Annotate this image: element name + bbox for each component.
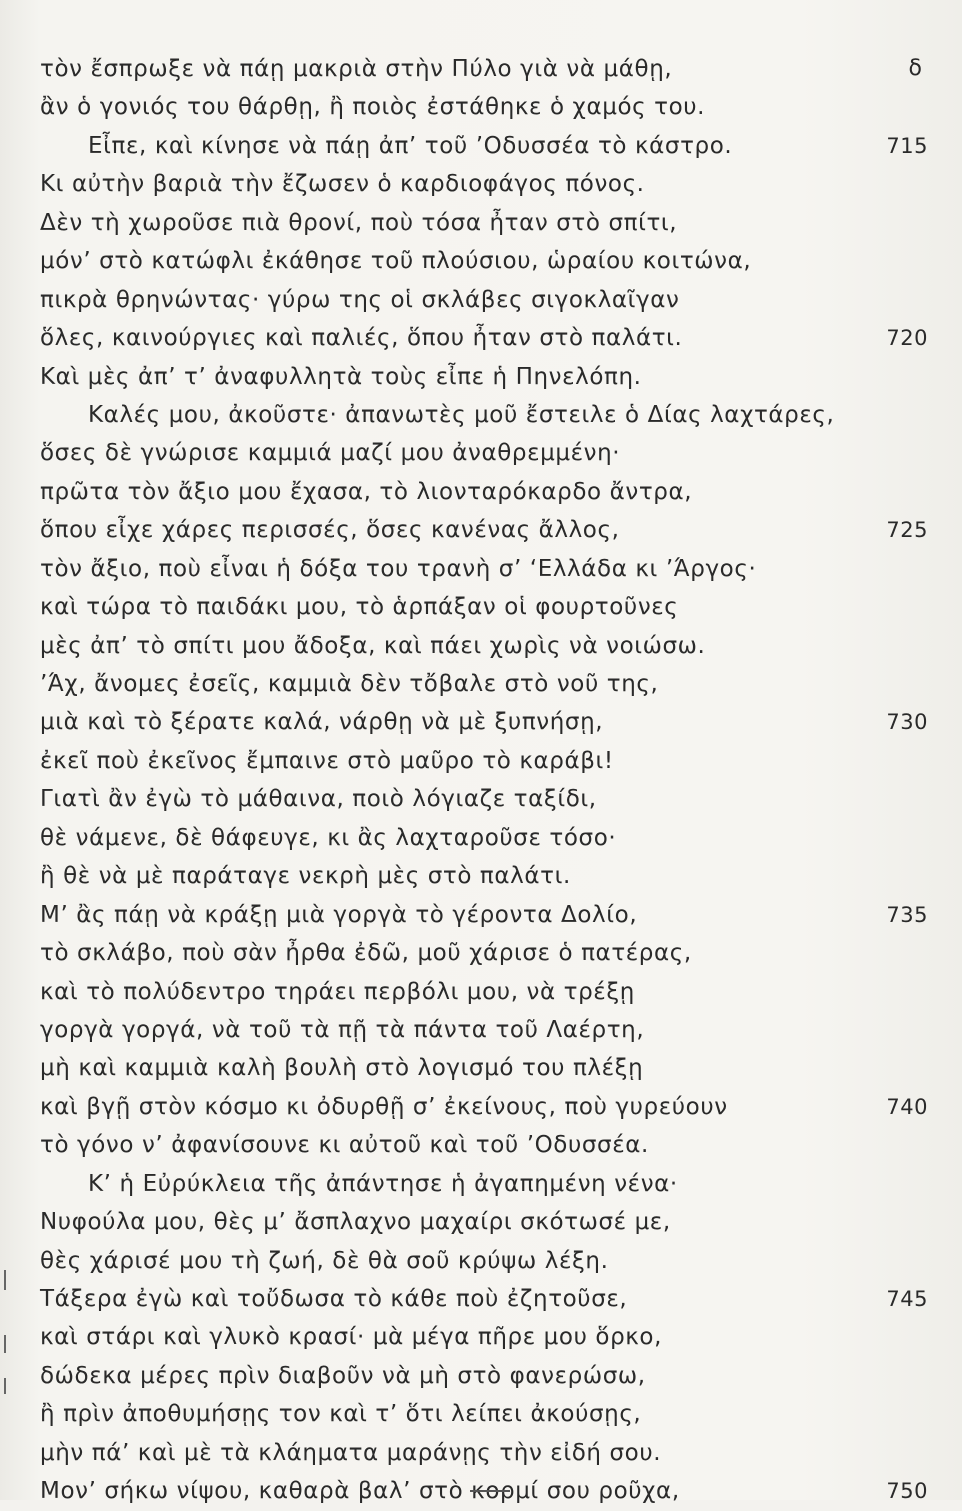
verse-line — [0, 473, 962, 511]
verse-text: καὶ στάρι καὶ γλυκὸ κρασί· μὰ μέγα πῆρε μου ὅρκο, — [40, 1324, 663, 1351]
verse-text: Κι αὐτὴν βαριὰ τὴν ἔζωσεν ὁ καρδιοφάγος πόνος. — [40, 171, 645, 198]
page-edge-mark — [4, 1378, 6, 1394]
verse-text: Κ’ ἡ Εὐρύκλεια τῆς ἀπάντησε ἡ ἀγαπημένη νένα· — [88, 1170, 678, 1197]
line-number: 750 — [886, 1479, 928, 1504]
verse-line — [0, 396, 962, 434]
verse-text: ἐκεῖ ποὺ ἐκεῖνος ἔμπαινε στὸ μαῦρο τὸ καράβι! — [40, 747, 614, 774]
book-letter: δ — [908, 56, 922, 81]
verse-text: θὲς χάρισέ μου τὴ ζωή, δὲ θὰ σοῦ κρύψω λέξη. — [40, 1247, 609, 1274]
verse-line — [0, 550, 962, 588]
verse-text: μὲς ἀπ’ τὸ σπίτι μου ἄδοξα, καὶ πάει χωρὶς νὰ νοιώσω. — [40, 632, 706, 659]
verse-text: καὶ βγῇ στὸν κόσμο κι ὀδυρθῇ σ’ ἐκείνους, ποὺ γυρεύουν — [40, 1093, 728, 1120]
verse-line — [0, 1395, 962, 1433]
verse-line — [0, 434, 962, 472]
verse-text: Δὲν τὴ χωροῦσε πιὰ θρονί, ποὺ τόσα ἦταν στὸ σπίτι, — [40, 209, 678, 236]
page-edge-mark — [4, 1335, 6, 1353]
verse-line — [0, 665, 962, 703]
line-number: 745 — [886, 1287, 928, 1311]
verse-line — [0, 742, 962, 780]
verse-line — [0, 127, 962, 165]
verse-line — [0, 1280, 962, 1318]
verse-line — [0, 1011, 962, 1049]
verse-line — [0, 896, 962, 934]
line-number: 715 — [886, 133, 928, 158]
verse-text: τὸ γόνο ν’ ἀφανίσουνε κι αὐτοῦ καὶ τοῦ ’Οδυσσέα. — [40, 1132, 649, 1159]
verse-text: Εἶπε, καὶ κίνησε νὰ πάῃ ἀπ’ τοῦ ’Οδυσσέα τὸ κάστρο. — [88, 132, 733, 159]
verse-line — [0, 1126, 962, 1164]
verse-text: μόν’ στὸ κατώφλι ἐκάθησε τοῦ πλούσιου, ὡραίου κοιτώνα, — [40, 248, 752, 275]
verse-line — [0, 319, 962, 357]
verse-text: Καλές μου, ἀκοῦστε· ἀπανωτὲς μοῦ ἔστειλε ὁ Δίας λαχτάρες, — [88, 401, 835, 428]
verse-line — [0, 1318, 962, 1356]
verse-text: τὸ σκλάβο, ποὺ σὰν ἦρθα ἐδῶ, μοῦ χάρισε ὁ πατέρας, — [40, 940, 692, 967]
verse-line — [0, 204, 962, 242]
verse-line — [0, 242, 962, 280]
verse-text: Γιατὶ ἂν ἐγὼ τὸ μάθαινα, ποιὸ λόγιαζε ταξίδι, — [40, 786, 597, 813]
verse-text: ὅσες δὲ γνώρισε καμμιά μαζί μου ἀναθρεμμένη· — [40, 440, 621, 467]
line-number: 720 — [886, 326, 928, 351]
verse-line — [0, 703, 962, 741]
verse-text: καὶ τώρα τὸ παιδάκι μου, τὸ ἁρπάξαν οἱ φουρτοῦνες — [40, 594, 679, 621]
verse-text: Νυφούλα μου, θὲς μ’ ἄσπλαχνο μαχαίρι σκότωσέ με, — [40, 1209, 671, 1236]
verse-text: μὴ καὶ καμμιὰ καλὴ βουλὴ στὸ λογισμό του πλέξῃ — [40, 1055, 644, 1082]
verse-line — [0, 857, 962, 895]
verse-text: ὅπου εἶχε χάρες περισσές, ὅσες κανένας ἄλλος, — [40, 517, 620, 544]
verse-text: Καὶ μὲς ἀπ’ τ’ ἀναφυλλητὰ τοὺς εἶπε ἡ Πηνελόπη. — [40, 363, 642, 390]
verse-line — [0, 588, 962, 626]
verse-line — [0, 1203, 962, 1241]
verse-line — [0, 627, 962, 665]
verse-line — [0, 165, 962, 203]
verse-line — [0, 780, 962, 818]
verse-text: πικρὰ θρηνώντας· γύρω της οἱ σκλάβες σιγοκλαῖγαν — [40, 286, 680, 313]
verse-line — [0, 1049, 962, 1087]
line-number: 730 — [886, 710, 928, 735]
verse-text: δώδεκα μέρες πρὶν διαβοῦν νὰ μὴ στὸ φανερώσω, — [40, 1362, 646, 1389]
line-number: 735 — [886, 902, 928, 927]
verse-text: ὅλες, καινούργιες καὶ παλιές, ὅπου ἦταν στὸ παλάτι. — [40, 325, 683, 352]
verse-text: Τάξερα ἐγὼ καὶ τοὔδωσα τὸ κάθε ποὺ ἐζητοῦσε, — [40, 1286, 628, 1312]
verse-line — [0, 819, 962, 857]
verse-text: ἢ θὲ νὰ μὲ παράταγε νεκρὴ μὲς στὸ παλάτι. — [40, 863, 571, 890]
verse-text: ’Άχ, ἄνομες ἐσεῖς, καμμιὰ δὲν τὄβαλε στὸ νοῦ της, — [40, 671, 659, 697]
verse-text: γοργὰ γοργά, νὰ τοῦ τὰ πῇ τὰ πάντα τοῦ Λαέρτη, — [40, 1016, 645, 1043]
verse-text: Μον’ σήκω νίψου, καθαρὰ βαλ’ στὸ κορμί σου ροῦχα, — [40, 1478, 680, 1505]
verse-line — [0, 1434, 962, 1472]
verse-text: μὴν πά’ καὶ μὲ τὰ κλάηματα μαράνῃς τὴν εἰδή σου. — [40, 1439, 662, 1466]
verse-text: ἢ πρὶν ἀποθυμήσῃς τον καὶ τ’ ὅτι λείπει ἀκούσῃς, — [40, 1401, 642, 1428]
poem-text — [0, 50, 962, 1511]
line-number: 725 — [886, 518, 928, 543]
verse-line — [0, 1165, 962, 1203]
verse-text: πρῶτα τὸν ἄξιο μου ἔχασα, τὸ λιονταρόκαρδο ἄντρα, — [40, 478, 693, 505]
verse-line — [0, 281, 962, 319]
verse-line — [0, 511, 962, 549]
verse-line — [0, 1357, 962, 1395]
verse-text: τὸν ἄξιο, ποὺ εἶναι ἡ δόξα του τρανὴ σ’ ‘Ελλάδα κι ’Άργος· — [40, 555, 757, 582]
verse-line — [0, 358, 962, 396]
verse-text: ἂν ὁ γονιός του θάρθῃ, ἢ ποιὸς ἐστάθηκε ὁ χαμός του. — [40, 94, 706, 121]
verse-line — [0, 1242, 962, 1280]
verse-line — [0, 88, 962, 126]
verse-text: μιὰ καὶ τὸ ξέρατε καλά, νάρθῃ νὰ μὲ ξυπνήσῃ, — [40, 709, 604, 736]
verse-text: καὶ τὸ πολύδεντρο τηράει περβόλι μου, νὰ τρέξῃ — [40, 978, 635, 1005]
page-edge-mark — [4, 1270, 6, 1290]
verse-line — [0, 934, 962, 972]
verse-text: Μ’ ἂς πάῃ νὰ κράξῃ μιὰ γοργὰ τὸ γέροντα Δολίο, — [40, 901, 638, 928]
verse-line — [0, 50, 962, 88]
verse-text: θὲ νάμενε, δὲ θάφευγε, κι ἂς λαχταροῦσε τόσο· — [40, 824, 617, 851]
page-number-fragment — [470, 1490, 510, 1495]
line-number: 740 — [886, 1094, 928, 1119]
verse-text: τὸν ἔσπρωξε νὰ πάῃ μακριὰ στὴν Πύλο γιὰ νὰ μάθῃ, — [40, 56, 673, 82]
verse-line — [0, 973, 962, 1011]
verse-line — [0, 1088, 962, 1126]
